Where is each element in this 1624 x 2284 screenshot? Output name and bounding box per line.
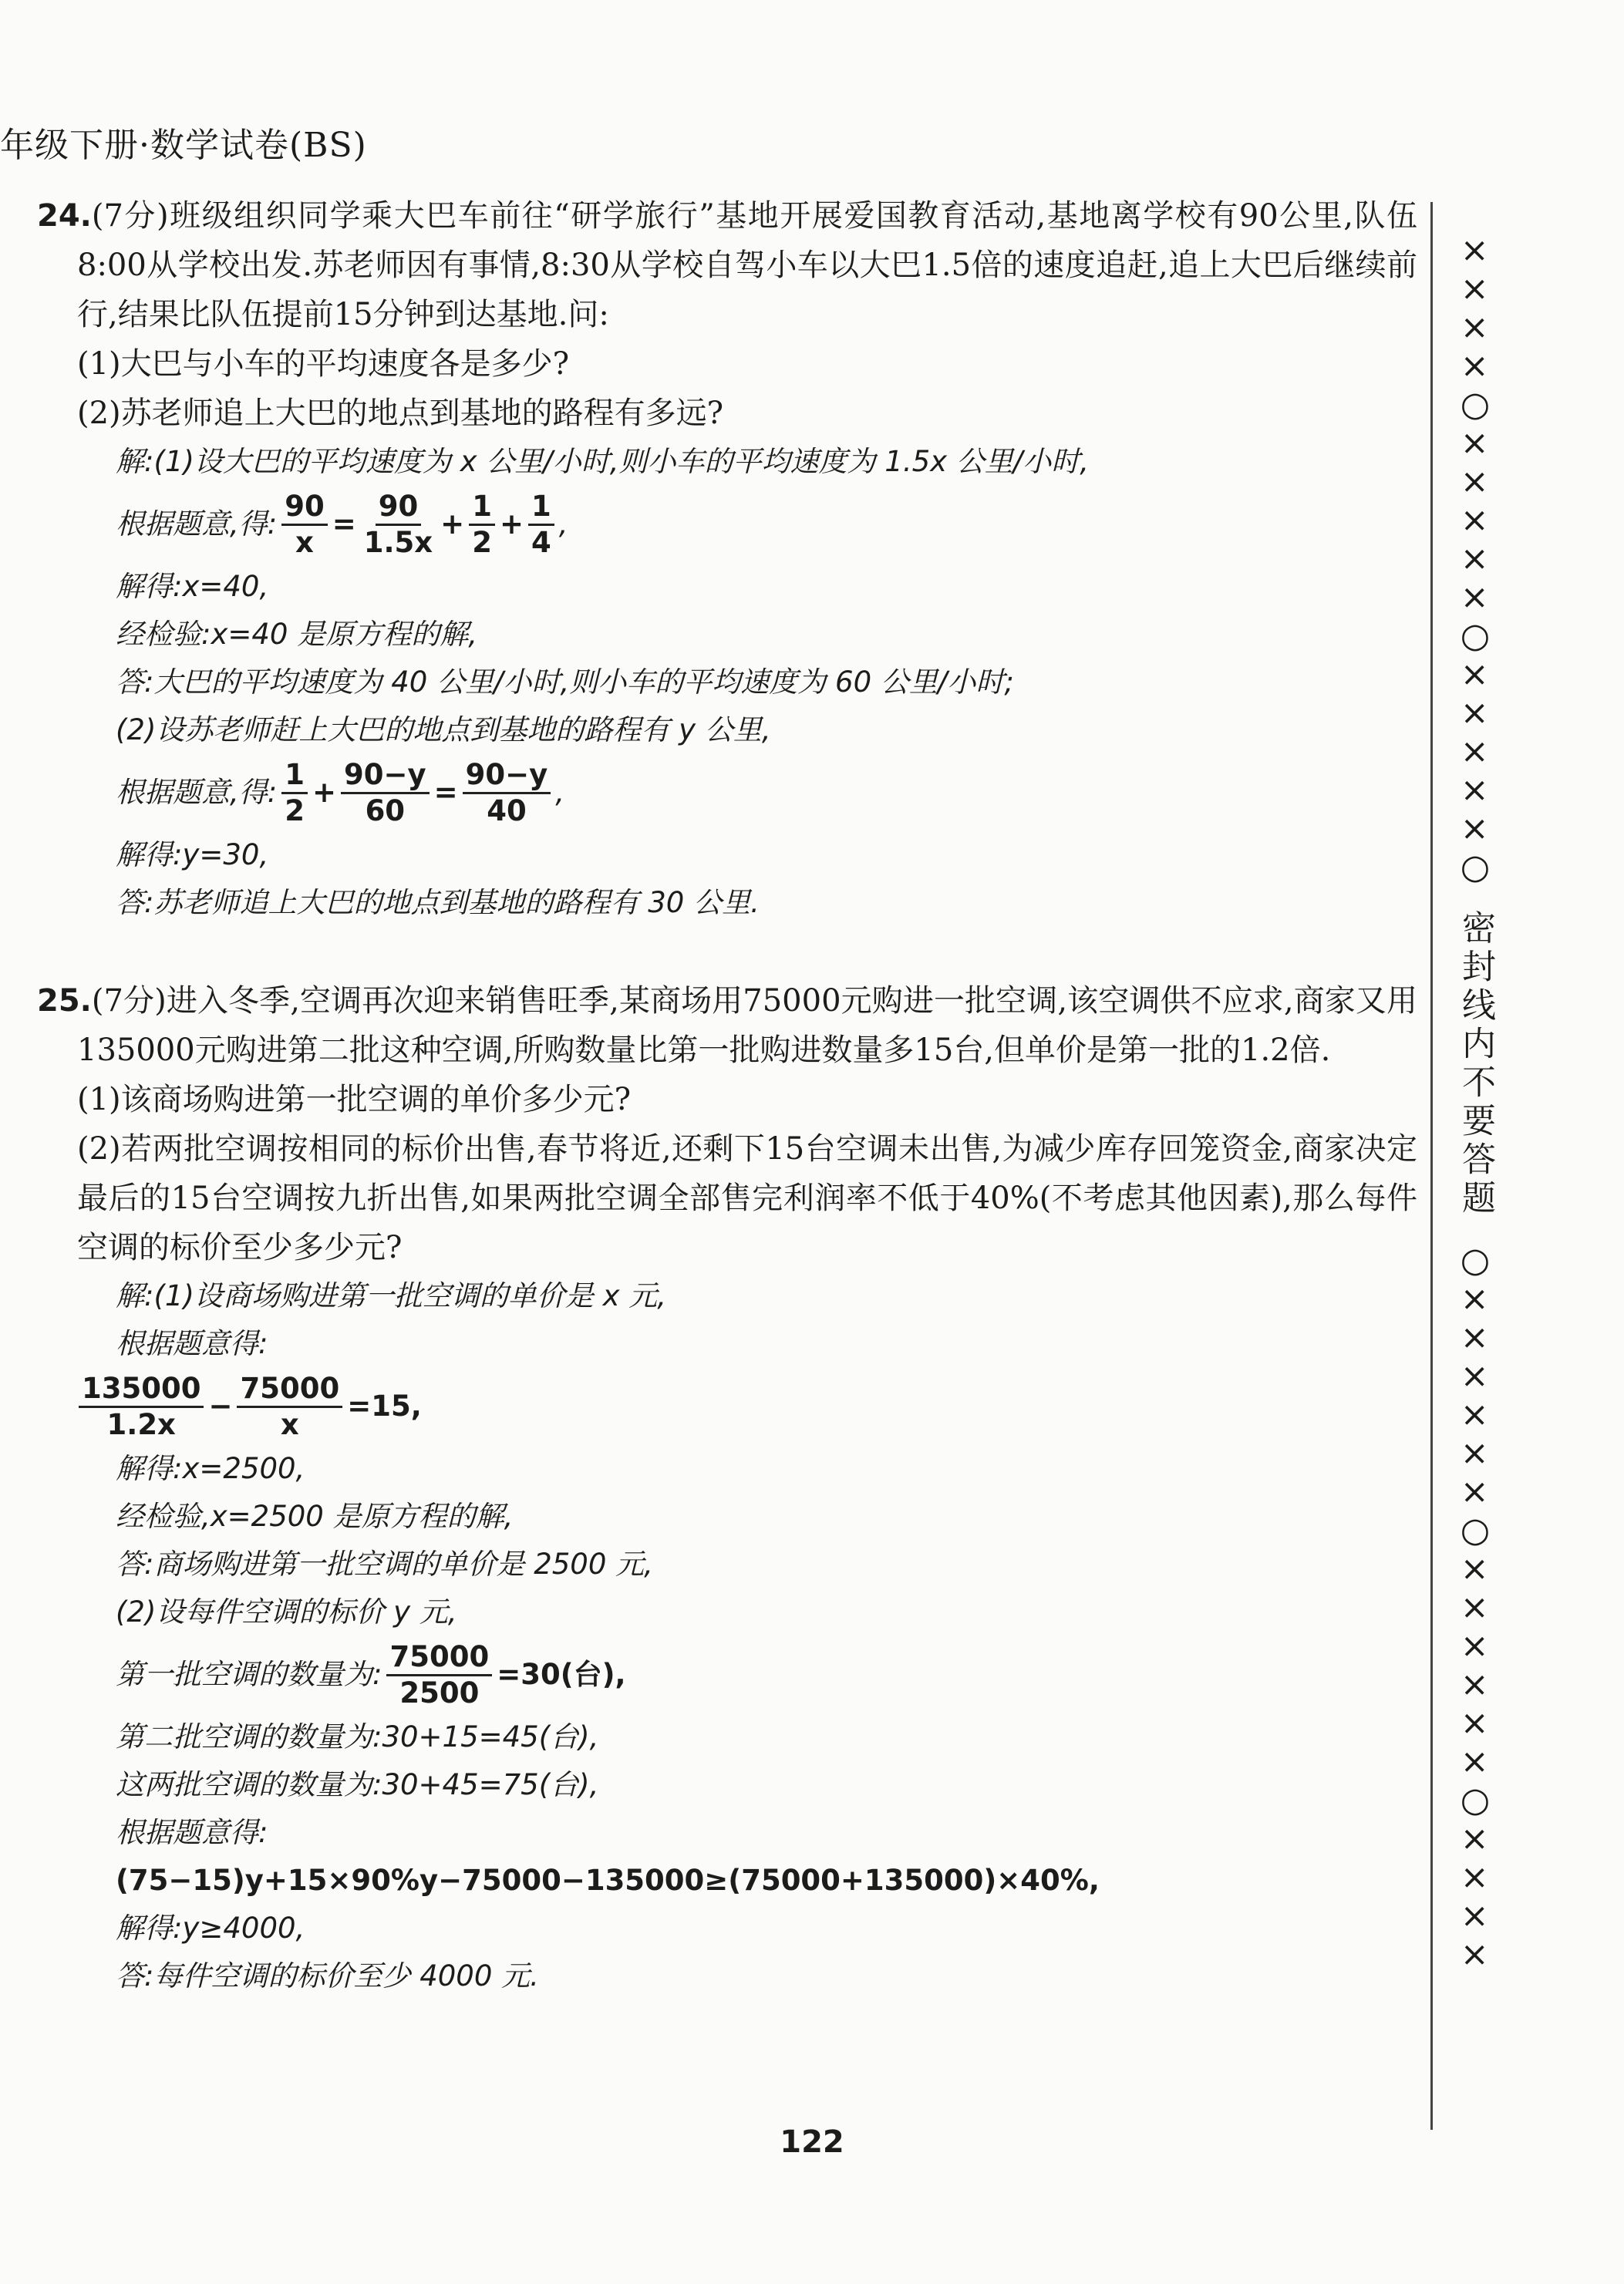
page-header: 年级下册·数学试卷(BS) <box>0 126 367 165</box>
cross-mark-icon: × <box>1460 231 1489 270</box>
seal-marks-top <box>1461 231 1490 887</box>
cross-mark-icon: × <box>1460 346 1489 386</box>
seal-margin <box>1440 231 1510 1974</box>
solution-line: 第二批空调的数量为:30+15=45(台), <box>116 1720 599 1753</box>
solution-line: 解得:y=30, <box>116 838 269 871</box>
circle-mark-icon: ○ <box>1460 385 1491 424</box>
solution-line: 答:苏老师追上大巴的地点到基地的路程有 30 公里. <box>116 886 760 919</box>
solution-line: 经检验:x=40 是原方程的解, <box>116 618 477 651</box>
solution-line: (75−15)y+15×90%y−75000−135000≥(75000+135000)×40%, <box>116 1864 1100 1897</box>
cross-mark-icon: × <box>1460 1896 1489 1935</box>
cross-mark-icon: × <box>1460 1433 1489 1473</box>
solution-line: 答:每件空调的标价至少 4000 元. <box>116 1959 539 1993</box>
cross-mark-icon: × <box>1460 500 1489 540</box>
question-number: 25. <box>37 983 92 1019</box>
seal-line <box>1430 202 1433 2130</box>
fraction: $\frac{1}{2}$ <box>281 758 308 828</box>
cross-mark-icon: × <box>1460 1703 1489 1743</box>
content <box>37 191 1417 2000</box>
solution-equation: 第一批空调的数量为: $\frac{75000}{2500}$ =30(台), <box>116 1639 626 1710</box>
solution-line: (2)设每件空调的标价 y 元, <box>116 1595 457 1629</box>
circle-mark-icon: ○ <box>1460 616 1491 655</box>
seal-marks-bottom <box>1461 1241 1490 1974</box>
cross-mark-icon: × <box>1460 1356 1489 1396</box>
fraction: $\frac{90-y}{60}$ <box>341 758 430 828</box>
cross-mark-icon: × <box>1460 1395 1489 1434</box>
solution-line: 解得:x=2500, <box>116 1452 305 1485</box>
cross-mark-icon: × <box>1460 732 1489 771</box>
question-number: 24. <box>37 198 92 234</box>
solution-line: 根据题意得: <box>116 1816 268 1849</box>
circle-mark-icon: ○ <box>1460 1241 1491 1280</box>
cross-mark-icon: × <box>1460 423 1489 463</box>
cross-mark-icon: × <box>1460 539 1489 578</box>
circle-mark-icon: ○ <box>1460 847 1491 887</box>
cross-mark-icon: × <box>1460 1935 1489 1974</box>
fraction: $\frac{1}{2}$ <box>469 490 495 560</box>
seal-text: 密封线内不要答题 <box>1456 910 1495 1218</box>
question-25-sub2: (2)若两批空调按相同的标价出售,春节将近,还剩下15台空调未出售,为减少库存回笼资金,商家决定最后的15台空调按九折出售,如果两批空调全部售完利润率不低于40%(不考虑其他因素),那么每件空调的标价至少多少元? <box>77 1131 1417 1265</box>
solution-line: (2)设苏老师赶上大巴的地点到基地的路程有 y 公里, <box>116 713 771 746</box>
question-25-text: 25.(7分)进入冬季,空调再次迎来销售旺季,某商场用75000元购进一批空调,该空调供不应求,商家又用135000元购进第二批这种空调,所购数量比第一批购进数量多15台,但单价是第一批的1.2倍. <box>37 983 1417 1068</box>
solution-equation: 根据题意,得: $\frac{1}{2}$ + $\frac{90-y}{60}$ = $\frac{90-y}{40}$ , <box>116 757 565 827</box>
cross-mark-icon: × <box>1460 578 1489 617</box>
fraction: $\frac{135000}{1.2x}$ <box>79 1372 204 1442</box>
cross-mark-icon: × <box>1460 269 1489 308</box>
cross-mark-icon: × <box>1460 655 1489 694</box>
question-24-text: 24.(7分)班级组织同学乘大巴车前往“研学旅行”基地开展爱国教育活动,基地离学校有90公里,队伍8:00从学校出发.苏老师因有事情,8:30从学校自驾小车以大巴1.5倍的速度追赶,追上大巴后继续前行,结果比队伍提前15分钟到达基地.问: <box>37 198 1417 332</box>
cross-mark-icon: × <box>1460 770 1489 810</box>
cross-mark-icon: × <box>1460 1549 1489 1588</box>
cross-mark-icon: × <box>1460 308 1489 347</box>
cross-mark-icon: × <box>1460 462 1489 501</box>
cross-mark-icon: × <box>1460 1472 1489 1511</box>
fraction: $\frac{75000}{2500}$ <box>386 1640 492 1710</box>
solution-line: 经检验,x=2500 是原方程的解, <box>116 1500 514 1533</box>
fraction: $\frac{90}{1.5x}$ <box>363 489 433 559</box>
solution-line: 答:大巴的平均速度为 40 公里/小时,则小车的平均速度为 60 公里/小时; <box>116 665 1014 699</box>
cross-mark-icon: × <box>1460 693 1489 733</box>
cross-mark-icon: × <box>1460 1279 1489 1319</box>
question-24-sub2: (2)苏老师追上大巴的地点到基地的路程有多远? <box>77 396 724 431</box>
page-number: 122 <box>780 2124 844 2160</box>
cross-mark-icon: × <box>1460 1858 1489 1897</box>
solution-line: 解得:y≥4000, <box>116 1912 305 1945</box>
question-25-sub1: (1)该商场购进第一批空调的单价多少元? <box>77 1082 632 1117</box>
solution-line: 解:(1)设商场购进第一批空调的单价是 x 元, <box>116 1279 667 1312</box>
cross-mark-icon: × <box>1460 1665 1489 1704</box>
fraction: $\frac{90-y}{40}$ <box>463 758 551 828</box>
solution-line: 答:商场购进第一批空调的单价是 2500 元, <box>116 1548 653 1581</box>
circle-mark-icon: ○ <box>1460 1780 1491 1820</box>
fraction: $\frac{75000}{x}$ <box>237 1372 342 1442</box>
question-25 <box>37 976 1417 2000</box>
fraction: $\frac{90}{x}$ <box>281 490 328 560</box>
cross-mark-icon: × <box>1460 1626 1489 1666</box>
solution-line: 解:(1)设大巴的平均速度为 x 公里/小时,则小车的平均速度为 1.5x 公里/小时, <box>116 445 1090 478</box>
solution-line: 解得:x=40, <box>116 570 269 603</box>
cross-mark-icon: × <box>1460 1742 1489 1781</box>
question-24-sub1: (1)大巴与小车的平均速度各是多少? <box>77 346 570 382</box>
solution-equation: $\frac{135000}{1.2x}$ − $\frac{75000}{x}$ =15, <box>37 1368 1417 1445</box>
solution-line: 根据题意得: <box>116 1327 268 1360</box>
circle-mark-icon: ○ <box>1460 1511 1491 1550</box>
cross-mark-icon: × <box>1460 809 1489 848</box>
solution-equation: 根据题意,得: $\frac{90}{x}$ = $\frac{90}{1.5x}$ + $\frac{1}{2}$ + $\frac{1}{4}$ , <box>116 489 568 559</box>
solution-line: 这两批空调的数量为:30+45=75(台), <box>116 1768 599 1801</box>
cross-mark-icon: × <box>1460 1588 1489 1627</box>
question-24 <box>37 191 1417 927</box>
fraction: $\frac{1}{4}$ <box>528 490 554 560</box>
cross-mark-icon: × <box>1460 1819 1489 1858</box>
cross-mark-icon: × <box>1460 1318 1489 1357</box>
